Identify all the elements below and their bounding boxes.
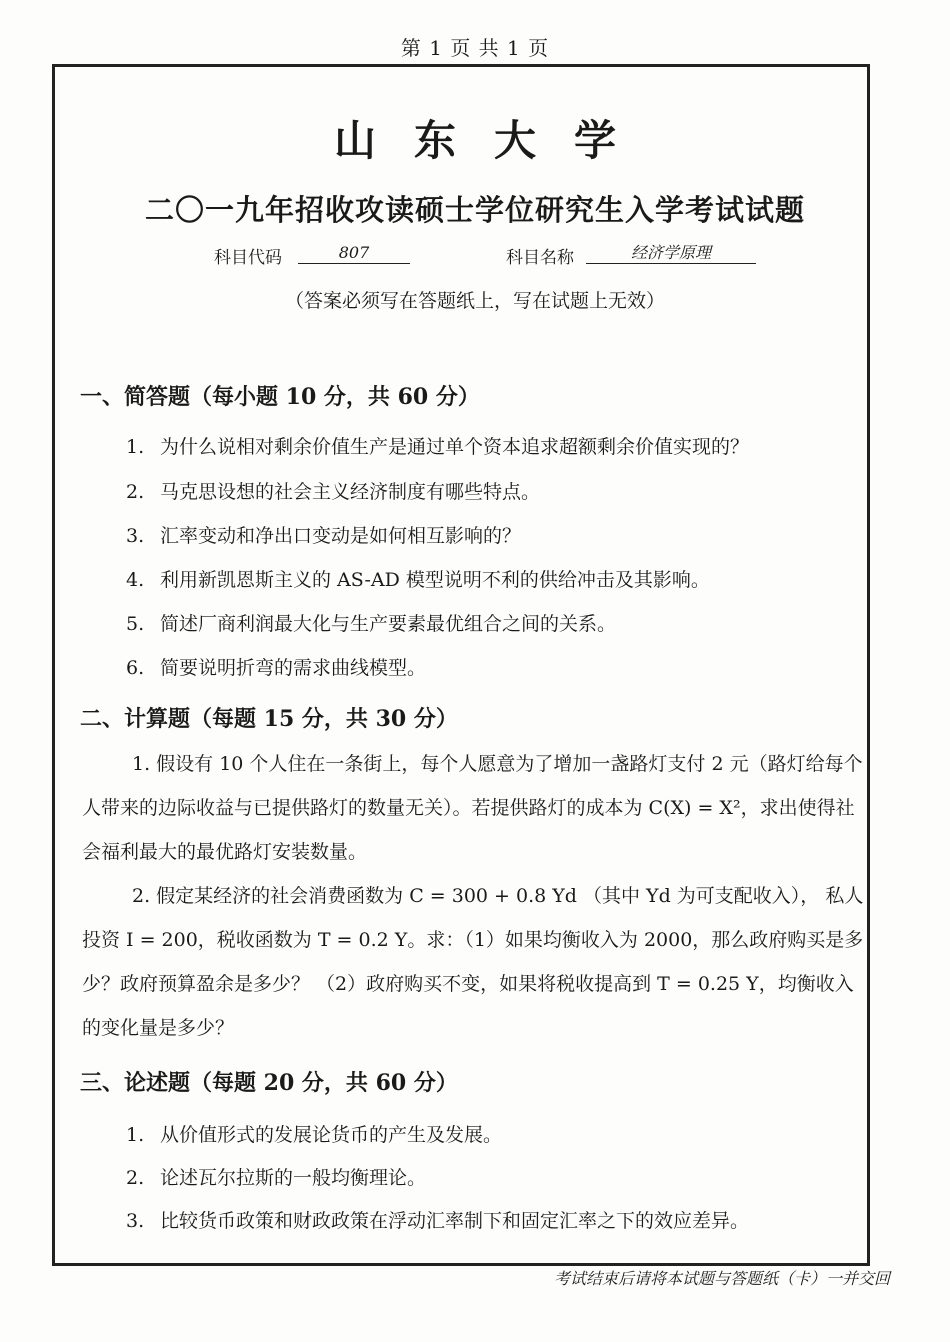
section-heading-calculation: 二、计算题（每题 15 分，共 30 分）: [80, 706, 458, 732]
question-text: 为什么说相对剩余价值生产是通过单个资本追求超额剩余价值实现的？: [160, 436, 750, 458]
question-item: [126, 1206, 856, 1233]
university-title: 山东大学: [333, 116, 654, 165]
question-text: 从价值形式的发展论货币的产生及发展。: [160, 1124, 503, 1146]
question-number: 4.: [126, 569, 145, 591]
subject-name-value: 经济学原理: [586, 243, 756, 264]
question-text: 简述厂商利润最大化与生产要素最优组合之间的关系。: [160, 613, 617, 635]
calculation-question-1: 1. 假设有 10 个人住在一条街上，每个人愿意为了增加一盏路灯支付 2 元（路灯给每个人带来的边际收益与已提供路灯的数量无关）。若提供路灯的成本为 C(X) = X²，求出使得社会福利最大的最优路灯安装数量。: [82, 753, 863, 863]
exam-title: 二〇一九年招收攻读硕士学位研究生入学考试试题: [144, 193, 805, 227]
answer-instruction: （答案必须写在答题纸上，写在试题上无效）: [284, 290, 665, 312]
question-item: [126, 565, 856, 592]
question-text: 简要说明折弯的需求曲线模型。: [160, 657, 427, 679]
subject-name-label: 科目名称: [506, 248, 574, 268]
calculation-question-2: 2. 假定某经济的社会消费函数为 C = 300 + 0.8 Yd （其中 Yd 为可支配收入）， 私人投资 I = 200，税收函数为 T = 0.2 Y。求：（1）如果均衡收入为 2000，那么政府购买是多少？政府预算盈余是多少？ （2）政府购买不变，如果将税收提高到 T = 0.25 Y，均衡收入的变化量是多少？: [82, 885, 864, 1039]
question-number: 3.: [126, 1210, 145, 1232]
question-item: [126, 653, 856, 680]
page-number: 第 1 页 共 1 页: [400, 36, 550, 60]
question-number: 2.: [126, 1167, 145, 1189]
question-text: 利用新凯恩斯主义的 AS-AD 模型说明不利的供给冲击及其影响。: [160, 569, 710, 591]
question-text: 汇率变动和净出口变动是如何相互影响的？: [160, 525, 522, 547]
footer-note: 考试结束后请将本试题与答题纸（卡）一并交回: [553, 1269, 890, 1288]
question-item: [126, 432, 856, 459]
question-number: 6.: [126, 657, 145, 679]
question-item: [126, 609, 856, 636]
question-number: 5.: [126, 613, 145, 635]
question-item: [126, 1163, 856, 1190]
question-item: [126, 477, 856, 504]
subject-code-label: 科目代码: [214, 248, 282, 268]
subject-code-value: 807: [298, 243, 410, 264]
question-text: 比较货币政策和财政政策在浮动汇率制下和固定汇率之下的效应差异。: [160, 1210, 750, 1232]
question-number: 1.: [126, 1124, 145, 1146]
section-heading-essay: 三、论述题（每题 20 分，共 60 分）: [80, 1070, 458, 1096]
question-item: [126, 1120, 856, 1147]
question-number: 3.: [126, 525, 145, 547]
question-text: 论述瓦尔拉斯的一般均衡理论。: [160, 1167, 427, 1189]
question-item: [126, 521, 856, 548]
question-number: 2.: [126, 481, 145, 503]
section-heading-short-answer: 一、简答题（每小题 10 分，共 60 分）: [80, 384, 480, 410]
question-text: 马克思设想的社会主义经济制度有哪些特点。: [160, 481, 541, 503]
question-number: 1.: [126, 436, 145, 458]
